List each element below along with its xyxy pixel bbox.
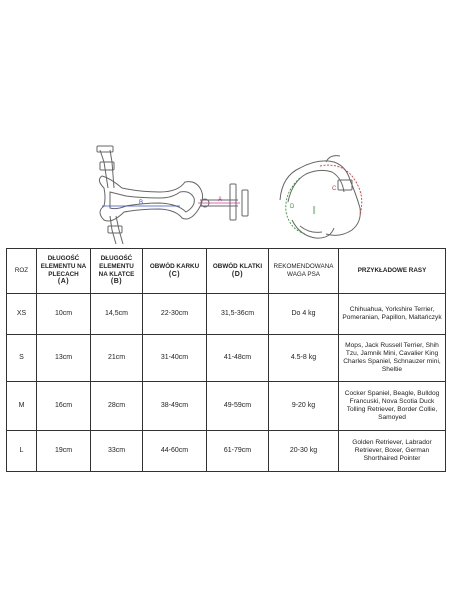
header-chest-girth: OBWÓD KLATKI (D) — [207, 249, 269, 294]
cell-chest-length: 21cm — [91, 335, 143, 382]
header-chest-length: DŁUGOŚĆ ELEMENTU NA KLATCE (B) — [91, 249, 143, 294]
cell-chest-length: 33cm — [91, 431, 143, 472]
header-example-breeds: PRZYKŁADOWE RASY — [339, 249, 446, 294]
harness-diagram — [0, 140, 450, 245]
header-size: ROZ — [7, 249, 37, 294]
measure-b-label: B — [138, 200, 144, 206]
cell-back-length: 19cm — [37, 431, 91, 472]
cell-chest-girth: 61-79cm — [207, 431, 269, 472]
cell-chest-girth: 41-48cm — [207, 335, 269, 382]
header-neck-girth: OBWÓD KARKU (C) — [143, 249, 207, 294]
header-recommended-weight: REKOMENDOWANA WAGA PSA — [269, 249, 339, 294]
cell-weight: 4.5-8 kg — [269, 335, 339, 382]
cell-size: L — [7, 431, 37, 472]
cell-chest-length: 28cm — [91, 382, 143, 431]
cell-weight: Do 4 kg — [269, 294, 339, 335]
measure-b-arrow — [102, 200, 180, 206]
size-table — [6, 248, 446, 472]
cell-breeds: Mops, Jack Russell Terrier, Shih Tzu, Jamnik Mini, Cavalier King Charles Spaniel, Schnauzer mini, Sheltie — [339, 335, 446, 382]
measure-d-label: D — [290, 204, 295, 210]
table-header-row — [7, 249, 446, 294]
table-row — [7, 294, 446, 335]
cell-chest-length: 14,5cm — [91, 294, 143, 335]
cell-size: XS — [7, 294, 37, 335]
cell-weight: 9-20 kg — [269, 382, 339, 431]
measure-c-label: C — [332, 186, 337, 192]
measure-d-arc — [286, 178, 314, 234]
cell-neck-girth: 44-60cm — [143, 431, 207, 472]
header-back-length: DŁUGOŚĆ ELEMENTU NA PLECACH (A) — [37, 249, 91, 294]
table-row — [7, 382, 446, 431]
cell-breeds: Cocker Spaniel, Beagle, Bulldog Francuski, Nova Scotia Duck Tolling Retriever, Border Collie, Samoyed — [339, 382, 446, 431]
table-row — [7, 431, 446, 472]
cell-weight: 20-30 kg — [269, 431, 339, 472]
cell-back-length: 13cm — [37, 335, 91, 382]
cell-breeds: Golden Retriever, Labrador Retriever, Boxer, German Shorthaired Pointer — [339, 431, 446, 472]
cell-size: S — [7, 335, 37, 382]
cell-back-length: 10cm — [37, 294, 91, 335]
cell-chest-girth: 49-59cm — [207, 382, 269, 431]
cell-back-length: 16cm — [37, 382, 91, 431]
flat-harness-drawing — [97, 146, 248, 244]
cell-neck-girth: 22-30cm — [143, 294, 207, 335]
cell-neck-girth: 38-49cm — [143, 382, 207, 431]
cell-size: M — [7, 382, 37, 431]
cell-neck-girth: 31-40cm — [143, 335, 207, 382]
measure-a-label: A — [217, 197, 223, 203]
cell-chest-girth: 31,5-36cm — [207, 294, 269, 335]
table-row — [7, 335, 446, 382]
cell-breeds: Chihuahua, Yorkshire Terrier, Pomeranian, Papillon, Maltańczyk — [339, 294, 446, 335]
